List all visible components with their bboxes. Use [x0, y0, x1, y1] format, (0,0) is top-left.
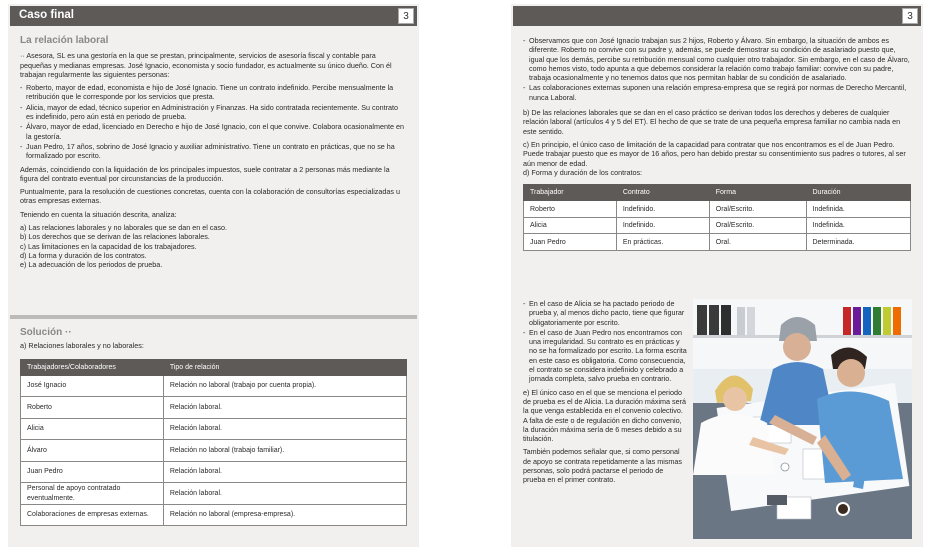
relations-table: [20, 359, 407, 527]
list-item: - Observamos que con José Ignacio trabajan sus 2 hijos, Roberto y Álvaro. Sin embargo, la situación de ambos es diferente. Roberto no convive con su padre y, además, se puede demostrar su condición de asalariado puesto que, igual que los demás, percibe su retribución mensual como cualquier otro trabajador. Sin embargo, en el caso de Álvaro, como hemos visto, todo apunta a que debemos considerar la relación como trabajo familiar: convive con su padre, trabaja ocasionalmente y no tenemos datos que nos permitan hablar de su condición de asalariado.: [523, 36, 911, 82]
list-item: b) Los derechos que se derivan de las relaciones laborales.: [20, 232, 210, 242]
table-header-row: [524, 185, 911, 201]
solution-section: [20, 328, 407, 526]
list-item: - En el caso de Alicia se ha pactado periodo de prueba y, al menos dicho pacto, tiene que figurar obligatoriamente por escrito.: [523, 299, 687, 327]
table-header-cell: Tipo de relación: [163, 359, 406, 375]
table-cell: Relación laboral.: [163, 418, 406, 440]
list-item: - Alicia, mayor de edad, técnico superior en Administración y Finanzas. Ha sido contratada recientemente. Su contrato es indefinido, pero aún está en periodo de prueba.: [20, 103, 407, 122]
table-cell: Colaboraciones de empresas externas.: [21, 504, 164, 526]
table-header-row: [21, 359, 407, 375]
table-row: [21, 461, 407, 483]
table-cell: Relación no laboral (trabajo por cuenta propia).: [163, 375, 406, 397]
contracts-table: [523, 184, 911, 251]
table-cell: Álvaro: [21, 440, 164, 462]
table-cell: Relación no laboral (trabajo familiar).: [163, 440, 406, 462]
solution-title: Solución ··: [20, 327, 72, 338]
table-cell: Relación laboral.: [163, 397, 406, 419]
paragraph: Puntualmente, para la resolución de cuestiones concretas, cuenta con la colaboración de consultorías especializadas u otras empresas externas.: [20, 187, 400, 206]
page-header-title: Caso final: [19, 9, 74, 21]
table-cell: Indefinida.: [806, 201, 911, 218]
table-cell: Roberto: [21, 397, 164, 419]
paragraph: También podemos señalar que, si como personal de apoyo se contrata repetidamente a las mismas personas, solo podrá pactarse el periodo de prueba en el primer contrato.: [523, 447, 683, 485]
table-row: [21, 483, 407, 505]
solution-bottom-column: [523, 299, 687, 489]
list-item: c) Las limitaciones en la capacidad de los trabajadores.: [20, 241, 197, 251]
table-cell: Indefinida.: [806, 217, 911, 234]
section-title: La relación laboral: [20, 35, 109, 46]
table-row: [21, 418, 407, 440]
paragraph: Además, coincidiendo con la liquidación de los principales impuestos, suele contratar a 2 personas más mediante la figura del contrato eventual por circunstancias de la producción.: [20, 164, 390, 183]
office-team-photo: [693, 299, 912, 539]
table-cell: Oral.: [709, 234, 806, 251]
left-page: [8, 4, 419, 547]
list-item: - Las colaboraciones externas suponen una relación empresa-empresa que se regirá por normas de Derecho Mercantil, nunca Laboral.: [523, 83, 911, 102]
list-item: - En el caso de Juan Pedro nos encontramos con una irregularidad. Su contrato es en prácticas y no se ha formalizado por escrito. La forma escrita en este caso es obligatoria. Como consecuencia, el contrato se considera indefinido y celebrado a jornada completa, salvo prueba en contrario.: [523, 328, 687, 384]
questions-list: [20, 223, 407, 269]
paragraph: b) De las relaciones laborales que se dan en el caso práctico se derivan todos los derechos y deberes de cualquier relación laboral (artículos 4 y 5 del ET). El hecho de que se trate de una pequeña empresa familiar no cambia nada en este sentido.: [523, 108, 901, 136]
table-cell: José Ignacio: [21, 375, 164, 397]
table-cell: Personal de apoyo contratado eventualmente.: [21, 483, 164, 505]
page-number: 3: [398, 8, 414, 24]
page-header: [513, 6, 921, 26]
list-item: - Juan Pedro, 17 años, sobrino de José Ignacio y auxiliar administrativo. Tiene un contrato en prácticas, que no se ha formalizado por escrito.: [20, 142, 407, 161]
section-divider: [10, 315, 417, 319]
list-item: a) Las relaciones laborales y no laborales que se dan en el caso.: [20, 223, 227, 233]
table-cell: Juan Pedro: [524, 234, 617, 251]
table-cell: Juan Pedro: [21, 461, 164, 483]
table-header-cell: Duración: [806, 185, 911, 201]
table-cell: Relación laboral.: [163, 483, 406, 505]
table-cell: Alicia: [21, 418, 164, 440]
table-row: [21, 375, 407, 397]
table-cell: Relación no laboral (empresa-empresa).: [163, 504, 406, 526]
table-row: [524, 217, 911, 234]
bullet-list: [523, 36, 911, 102]
list-item: - Álvaro, mayor de edad, licenciado en Derecho e hijo de José Ignacio, con el que convive. Colabora ocasionalmente en la gestoría.: [20, 122, 407, 141]
page-header: [10, 6, 417, 26]
table-header-cell: Contrato: [616, 185, 709, 201]
table-header-cell: Forma: [709, 185, 806, 201]
table-cell: Oral/Escrito.: [709, 217, 806, 234]
paragraph: e) El único caso en el que se menciona el periodo de prueba es el de Alicia. La duración máxima será la que venga establecida en el convenio colectivo. A falta de este o de regulación en dicho convenio, la duración máxima sería de 6 meses debido a su titulación.: [523, 387, 687, 444]
right-page: [511, 4, 923, 547]
table-cell: Determinada.: [806, 234, 911, 251]
list-item: d) La forma y duración de los contratos.: [20, 250, 147, 260]
table-cell: Indefinido.: [616, 201, 709, 218]
paragraph: Teniendo en cuenta la situación descrita, analiza:: [20, 209, 177, 219]
solution-continued: [523, 36, 911, 251]
table-header-cell: Trabajadores/Colaboradores: [21, 359, 164, 375]
table-header-cell: Trabajador: [524, 185, 617, 201]
intro-paragraph: ·· Asesora, SL es una gestoría en la que se prestan, principalmente, servicios de asesoría fiscal y contable para pequeñas y medianas empresas. José Ignacio, economista y socio fundador, es actualmente su único dueño. Con él trabajan regularmente las siguientes personas:: [20, 51, 392, 79]
table-cell: Indefinido.: [616, 217, 709, 234]
table-row: [21, 504, 407, 526]
list-item: - Roberto, mayor de edad, economista e hijo de José Ignacio. Tiene un contrato indefinido. Percibe mensualmente la retribución que le corresponde por los servicios que presta.: [20, 83, 407, 102]
page-number: 3: [902, 8, 918, 24]
table-cell: Oral/Escrito.: [709, 201, 806, 218]
table-cell: En prácticas.: [616, 234, 709, 251]
table-row: [21, 440, 407, 462]
table-cell: Alicia: [524, 217, 617, 234]
bullet-list: [523, 299, 687, 384]
list-item: e) La adecuación de los periodos de prueba.: [20, 260, 163, 270]
table-cell: Relación laboral.: [163, 461, 406, 483]
paragraph: c) En principio, el único caso de limitación de la capacidad para contratar que nos encontramos es el de Juan Pedro. Puede trabajar puesto que es mayor de 16 años, pero han debido prestar su consentimiento sus padres o tutores, al ser aún menor de edad.: [523, 139, 906, 168]
people-list: [20, 83, 407, 160]
solution-subtitle: a) Relaciones laborales y no laborales:: [20, 341, 144, 351]
paragraph: d) Forma y duración de los contratos:: [523, 167, 643, 177]
table-row: [21, 397, 407, 419]
table-cell: Roberto: [524, 201, 617, 218]
case-statement: [20, 36, 407, 270]
table-row: [524, 201, 911, 218]
table-row: [524, 234, 911, 251]
